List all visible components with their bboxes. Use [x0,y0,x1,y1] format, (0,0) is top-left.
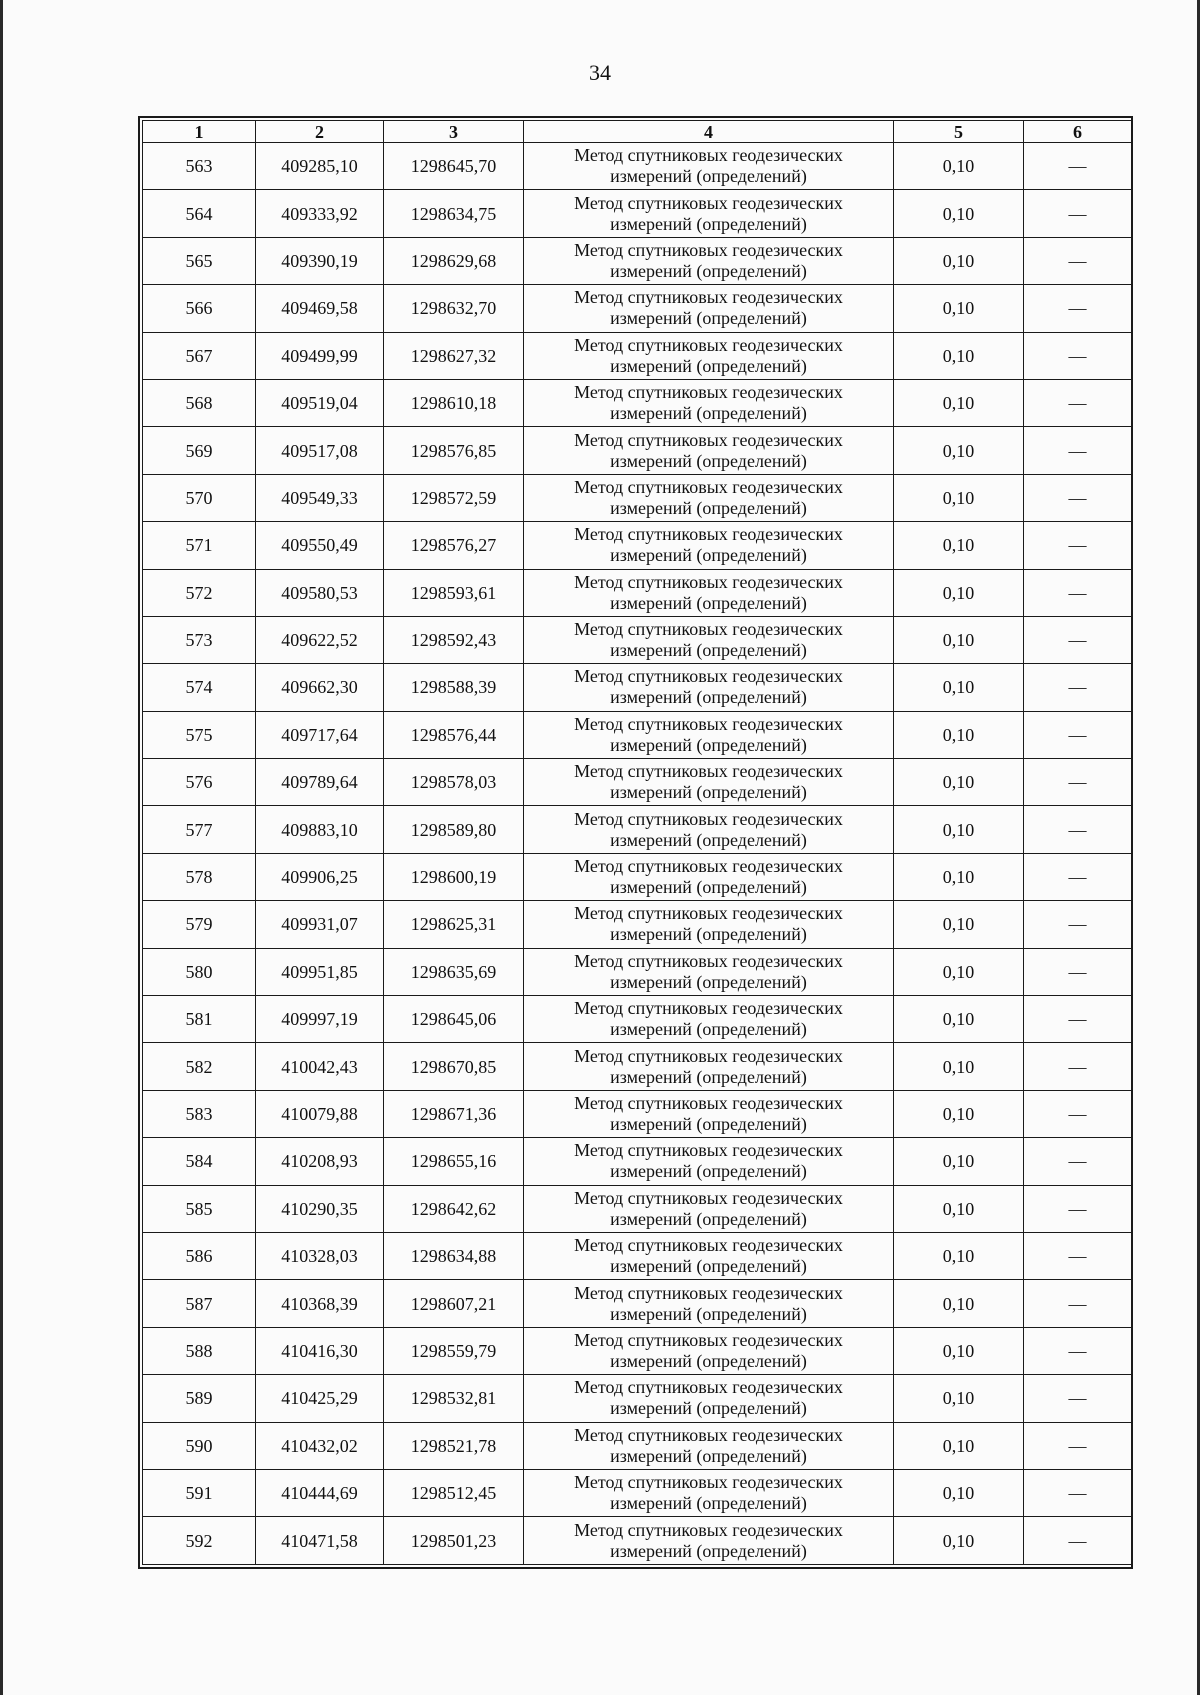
method-line-2: измерений (определений) [610,1161,807,1182]
note-cell: — [1024,806,1132,853]
note-cell: — [1024,1469,1132,1516]
accuracy-cell: 0,10 [894,901,1024,948]
method-cell [524,427,894,474]
x-coordinate-cell: 409789,64 [256,759,384,806]
method-cell [524,569,894,616]
point-number-cell: 582 [143,1043,256,1090]
method-line-1: Метод спутниковых геодезических [574,998,843,1019]
y-coordinate-cell: 1298593,61 [384,569,524,616]
x-coordinate-cell: 409469,58 [256,285,384,332]
method-cell [524,237,894,284]
point-number-cell: 576 [143,759,256,806]
accuracy-cell: 0,10 [894,332,1024,379]
method-line-1: Метод спутниковых геодезических [574,429,843,450]
table-row [143,996,1132,1043]
method-line-2: измерений (определений) [610,1350,807,1371]
accuracy-cell: 0,10 [894,1090,1024,1137]
point-number-cell: 579 [143,901,256,948]
method-line-2: измерений (определений) [610,1066,807,1087]
method-line-1: Метод спутниковых геодезических [574,287,843,308]
method-line-1: Метод спутниковых геодезических [574,1093,843,1113]
method-line-1: Метод спутниковых геодезических [574,1472,843,1493]
page-number: 34 [589,60,611,85]
y-coordinate-cell: 1298670,85 [384,1043,524,1090]
method-line-2: измерений (определений) [610,971,807,992]
accuracy-cell: 0,10 [894,427,1024,474]
method-line-1: Метод спутниковых геодезических [574,1045,843,1066]
note-cell: — [1024,664,1132,711]
method-line-1: Метод спутниковых геодезических [574,761,843,782]
method-cell [524,1375,894,1422]
x-coordinate-cell: 409622,52 [256,616,384,663]
accuracy-cell: 0,10 [894,853,1024,900]
method-line-1: Метод спутниковых геодезических [574,950,843,971]
accuracy-cell: 0,10 [894,522,1024,569]
note-cell: — [1024,474,1132,521]
method-line-1: Метод спутниковых геодезических [574,1329,843,1350]
method-line-1: Метод спутниковых геодезических [574,334,843,355]
accuracy-cell: 0,10 [894,806,1024,853]
method-cell [524,1422,894,1469]
method-cell [524,1232,894,1279]
method-cell [524,948,894,995]
y-coordinate-cell: 1298645,06 [384,996,524,1043]
method-cell [524,711,894,758]
table-row [143,1517,1132,1564]
accuracy-cell: 0,10 [894,1232,1024,1279]
note-cell: — [1024,1422,1132,1469]
x-coordinate-cell: 410208,93 [256,1138,384,1185]
note-cell: — [1024,1327,1132,1374]
method-cell [524,474,894,521]
table-row [143,1469,1132,1516]
y-coordinate-cell: 1298572,59 [384,474,524,521]
table-row [143,569,1132,616]
point-number-cell: 588 [143,1327,256,1374]
accuracy-cell: 0,10 [894,237,1024,284]
table-row [143,332,1132,379]
point-number-cell: 575 [143,711,256,758]
method-line-1: Метод спутниковых геодезических [574,1282,843,1303]
method-line-1: Метод спутниковых геодезических [574,1377,843,1398]
note-cell: — [1024,522,1132,569]
point-number-cell: 586 [143,1232,256,1279]
y-coordinate-cell: 1298645,70 [384,143,524,190]
x-coordinate-cell: 410471,58 [256,1517,384,1564]
point-number-cell: 580 [143,948,256,995]
method-line-2: измерений (определений) [610,308,807,329]
point-number-cell: 574 [143,664,256,711]
x-coordinate-cell: 410425,29 [256,1375,384,1422]
y-coordinate-cell: 1298501,23 [384,1517,524,1564]
note-cell: — [1024,1090,1132,1137]
point-number-cell: 567 [143,332,256,379]
method-line-2: измерений (определений) [610,1256,807,1277]
table-row [143,664,1132,711]
table-row [143,1422,1132,1469]
x-coordinate-cell: 410328,03 [256,1232,384,1279]
y-coordinate-cell: 1298588,39 [384,664,524,711]
table-row [143,522,1132,569]
coordinates-table [142,120,1132,1565]
method-line-1: Метод спутниковых геодезических [574,903,843,924]
method-line-1: Метод спутниковых геодезических [574,1235,843,1256]
method-line-2: измерений (определений) [610,877,807,898]
accuracy-cell: 0,10 [894,1185,1024,1232]
table-row [143,1185,1132,1232]
x-coordinate-cell: 409549,33 [256,474,384,521]
y-coordinate-cell: 1298635,69 [384,948,524,995]
table-row [143,474,1132,521]
method-cell [524,1469,894,1516]
method-line-2: измерений (определений) [610,782,807,803]
method-line-2: измерений (определений) [610,450,807,471]
y-coordinate-cell: 1298576,44 [384,711,524,758]
x-coordinate-cell: 409580,53 [256,569,384,616]
y-coordinate-cell: 1298634,75 [384,190,524,237]
accuracy-cell: 0,10 [894,616,1024,663]
table-row [143,1280,1132,1327]
method-cell [524,759,894,806]
method-cell [524,664,894,711]
note-cell: — [1024,711,1132,758]
y-coordinate-cell: 1298559,79 [384,1327,524,1374]
note-cell: — [1024,1517,1132,1564]
x-coordinate-cell: 409519,04 [256,379,384,426]
method-line-1: Метод спутниковых геодезических [574,856,843,877]
point-number-cell: 565 [143,237,256,284]
table-row [143,711,1132,758]
method-line-2: измерений (определений) [610,687,807,708]
note-cell: — [1024,759,1132,806]
table-header-row [143,121,1132,143]
point-number-cell: 573 [143,616,256,663]
table-row [143,1138,1132,1185]
table-row [143,1232,1132,1279]
y-coordinate-cell: 1298607,21 [384,1280,524,1327]
y-coordinate-cell: 1298600,19 [384,853,524,900]
method-cell [524,996,894,1043]
y-coordinate-cell: 1298671,36 [384,1090,524,1137]
point-number-cell: 566 [143,285,256,332]
point-number-cell: 563 [143,143,256,190]
y-coordinate-cell: 1298642,62 [384,1185,524,1232]
method-line-2: измерений (определений) [610,1493,807,1514]
point-number-cell: 581 [143,996,256,1043]
x-coordinate-cell: 409285,10 [256,143,384,190]
note-cell: — [1024,996,1132,1043]
x-coordinate-cell: 409931,07 [256,901,384,948]
method-line-1: Метод спутниковых геодезических [574,713,843,734]
column-header-1: 1 [143,121,256,143]
method-line-1: Метод спутниковых геодезических [574,382,843,403]
method-cell [524,1517,894,1564]
point-number-cell: 577 [143,806,256,853]
y-coordinate-cell: 1298610,18 [384,379,524,426]
note-cell: — [1024,332,1132,379]
x-coordinate-cell: 410416,30 [256,1327,384,1374]
x-coordinate-cell: 410432,02 [256,1422,384,1469]
accuracy-cell: 0,10 [894,474,1024,521]
y-coordinate-cell: 1298521,78 [384,1422,524,1469]
method-line-2: измерений (определений) [610,1445,807,1466]
point-number-cell: 584 [143,1138,256,1185]
y-coordinate-cell: 1298625,31 [384,901,524,948]
table-row [143,759,1132,806]
table-row [143,1043,1132,1090]
point-number-cell: 587 [143,1280,256,1327]
table-row [143,948,1132,995]
x-coordinate-cell: 410042,43 [256,1043,384,1090]
table-row [143,285,1132,332]
method-cell [524,616,894,663]
method-line-2: измерений (определений) [610,545,807,566]
method-line-2: измерений (определений) [610,1208,807,1229]
note-cell: — [1024,948,1132,995]
accuracy-cell: 0,10 [894,996,1024,1043]
point-number-cell: 564 [143,190,256,237]
method-cell [524,806,894,853]
method-line-1: Метод спутниковых геодезических [574,192,843,213]
method-line-2: измерений (определений) [610,640,807,661]
method-cell [524,1185,894,1232]
method-line-2: измерений (определений) [610,403,807,424]
table-row [143,806,1132,853]
x-coordinate-cell: 409550,49 [256,522,384,569]
point-number-cell: 583 [143,1090,256,1137]
method-line-2: измерений (определений) [610,1114,807,1134]
table-row [143,1090,1132,1137]
accuracy-cell: 0,10 [894,1327,1024,1374]
method-cell [524,1280,894,1327]
method-cell [524,1327,894,1374]
method-cell [524,1138,894,1185]
accuracy-cell: 0,10 [894,285,1024,332]
x-coordinate-cell: 409997,19 [256,996,384,1043]
method-cell [524,522,894,569]
method-cell [524,332,894,379]
method-cell [524,901,894,948]
table-row [143,379,1132,426]
y-coordinate-cell: 1298632,70 [384,285,524,332]
note-cell: — [1024,616,1132,663]
note-cell: — [1024,569,1132,616]
coordinates-table-frame [138,116,1133,1569]
point-number-cell: 571 [143,522,256,569]
x-coordinate-cell: 409883,10 [256,806,384,853]
y-coordinate-cell: 1298627,32 [384,332,524,379]
accuracy-cell: 0,10 [894,1517,1024,1564]
note-cell: — [1024,237,1132,284]
accuracy-cell: 0,10 [894,379,1024,426]
x-coordinate-cell: 410079,88 [256,1090,384,1137]
y-coordinate-cell: 1298576,85 [384,427,524,474]
method-line-2: измерений (определений) [610,829,807,850]
method-cell [524,1090,894,1137]
scan-edge-left [0,0,3,1695]
table-row [143,1375,1132,1422]
x-coordinate-cell: 409717,64 [256,711,384,758]
note-cell: — [1024,1280,1132,1327]
table-row [143,853,1132,900]
method-line-2: измерений (определений) [610,355,807,376]
table-row [143,901,1132,948]
y-coordinate-cell: 1298592,43 [384,616,524,663]
table-row [143,190,1132,237]
x-coordinate-cell: 409906,25 [256,853,384,900]
y-coordinate-cell: 1298578,03 [384,759,524,806]
y-coordinate-cell: 1298512,45 [384,1469,524,1516]
accuracy-cell: 0,10 [894,1422,1024,1469]
method-line-2: измерений (определений) [610,497,807,518]
note-cell: — [1024,379,1132,426]
column-header-4: 4 [524,121,894,143]
method-line-2: измерений (определений) [610,166,807,187]
table-row [143,237,1132,284]
y-coordinate-cell: 1298634,88 [384,1232,524,1279]
note-cell: — [1024,1185,1132,1232]
point-number-cell: 590 [143,1422,256,1469]
method-line-1: Метод спутниковых геодезических [574,239,843,260]
accuracy-cell: 0,10 [894,569,1024,616]
point-number-cell: 585 [143,1185,256,1232]
y-coordinate-cell: 1298532,81 [384,1375,524,1422]
point-number-cell: 592 [143,1517,256,1564]
point-number-cell: 578 [143,853,256,900]
method-line-1: Метод спутниковых геодезических [574,1519,843,1540]
method-line-2: измерений (определений) [610,924,807,945]
y-coordinate-cell: 1298655,16 [384,1138,524,1185]
accuracy-cell: 0,10 [894,759,1024,806]
point-number-cell: 591 [143,1469,256,1516]
note-cell: — [1024,190,1132,237]
method-line-2: измерений (определений) [610,1303,807,1324]
point-number-cell: 589 [143,1375,256,1422]
method-line-2: измерений (определений) [610,734,807,755]
accuracy-cell: 0,10 [894,143,1024,190]
accuracy-cell: 0,10 [894,711,1024,758]
method-line-2: измерений (определений) [610,592,807,613]
method-line-2: измерений (определений) [610,1019,807,1040]
method-line-2: измерений (определений) [610,1540,807,1561]
method-line-1: Метод спутниковых геодезических [574,619,843,640]
method-line-2: измерений (определений) [610,1398,807,1419]
method-line-1: Метод спутниковых геодезических [574,808,843,829]
method-cell [524,285,894,332]
note-cell: — [1024,1138,1132,1185]
method-line-1: Метод спутниковых геодезических [574,524,843,545]
method-line-1: Метод спутниковых геодезических [574,1187,843,1208]
method-line-1: Метод спутниковых геодезических [574,666,843,687]
x-coordinate-cell: 409499,99 [256,332,384,379]
accuracy-cell: 0,10 [894,1280,1024,1327]
table-row [143,616,1132,663]
accuracy-cell: 0,10 [894,1138,1024,1185]
y-coordinate-cell: 1298589,80 [384,806,524,853]
accuracy-cell: 0,10 [894,664,1024,711]
method-cell [524,190,894,237]
x-coordinate-cell: 409333,92 [256,190,384,237]
table-row [143,427,1132,474]
column-header-3: 3 [384,121,524,143]
note-cell: — [1024,1043,1132,1090]
accuracy-cell: 0,10 [894,1375,1024,1422]
x-coordinate-cell: 410290,35 [256,1185,384,1232]
method-line-1: Метод спутниковых геодезических [574,476,843,497]
accuracy-cell: 0,10 [894,1469,1024,1516]
point-number-cell: 569 [143,427,256,474]
x-coordinate-cell: 409390,19 [256,237,384,284]
note-cell: — [1024,285,1132,332]
method-cell [524,379,894,426]
method-line-1: Метод спутниковых геодезических [574,1140,843,1161]
column-header-6: 6 [1024,121,1132,143]
x-coordinate-cell: 409662,30 [256,664,384,711]
method-line-2: измерений (определений) [610,213,807,234]
note-cell: — [1024,901,1132,948]
method-line-2: измерений (определений) [610,260,807,281]
x-coordinate-cell: 410368,39 [256,1280,384,1327]
column-header-5: 5 [894,121,1024,143]
method-line-1: Метод спутниковых геодезических [574,571,843,592]
note-cell: — [1024,1232,1132,1279]
y-coordinate-cell: 1298629,68 [384,237,524,284]
note-cell: — [1024,853,1132,900]
note-cell: — [1024,143,1132,190]
accuracy-cell: 0,10 [894,948,1024,995]
method-cell [524,143,894,190]
method-line-1: Метод спутниковых геодезических [574,145,843,166]
table-row [143,1327,1132,1374]
method-line-1: Метод спутниковых геодезических [574,1424,843,1445]
x-coordinate-cell: 409951,85 [256,948,384,995]
x-coordinate-cell: 409517,08 [256,427,384,474]
method-cell [524,853,894,900]
column-header-2: 2 [256,121,384,143]
x-coordinate-cell: 410444,69 [256,1469,384,1516]
table-row [143,143,1132,190]
y-coordinate-cell: 1298576,27 [384,522,524,569]
point-number-cell: 568 [143,379,256,426]
note-cell: — [1024,1375,1132,1422]
accuracy-cell: 0,10 [894,190,1024,237]
table-body [143,143,1132,1565]
point-number-cell: 572 [143,569,256,616]
method-cell [524,1043,894,1090]
note-cell: — [1024,427,1132,474]
point-number-cell: 570 [143,474,256,521]
accuracy-cell: 0,10 [894,1043,1024,1090]
